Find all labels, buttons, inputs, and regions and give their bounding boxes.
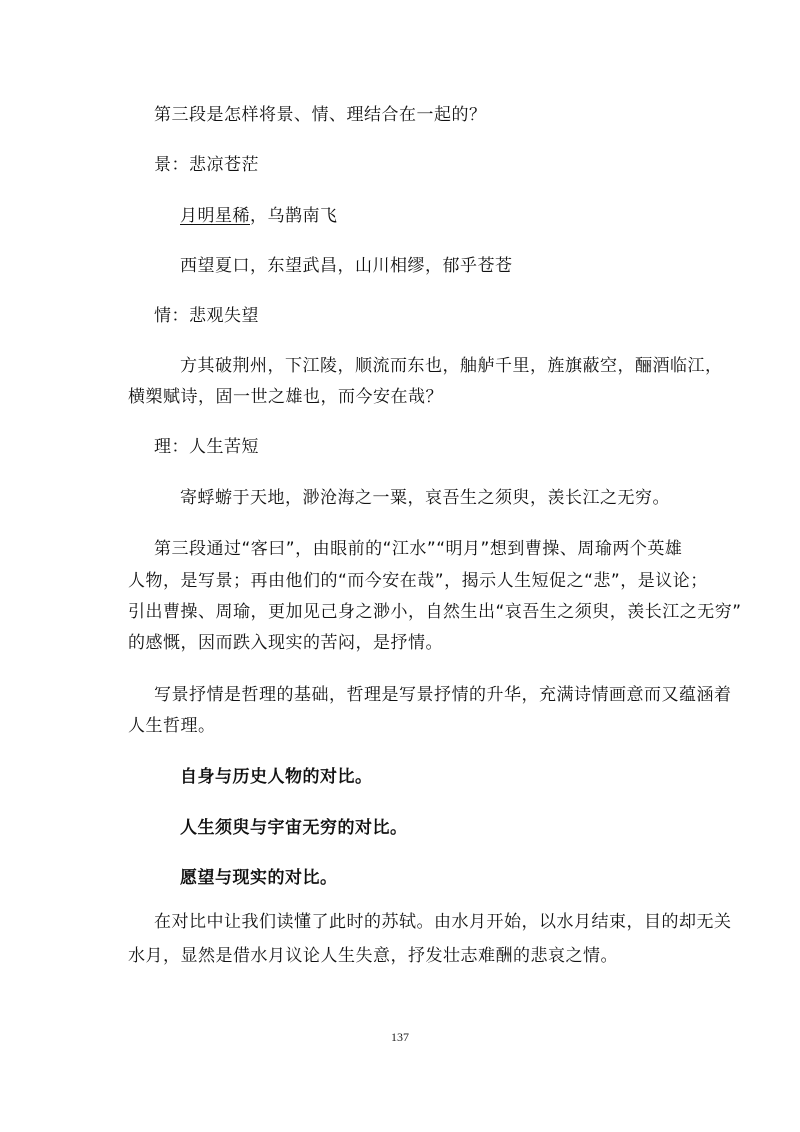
summary-line-1: 写景抒情是哲理的基础，哲理是写景抒情的升华，充满诗情画意而又蕴涵着 <box>154 685 732 705</box>
contrast-item-1: 自身与历史人物的对比。 <box>180 767 373 787</box>
emotion-label: 情：悲观失望 <box>154 306 259 326</box>
analysis-line-1: 第三段通过“客曰”，由眼前的“江水”“明月”想到曹操、周瑜两个英雄 <box>154 539 683 559</box>
scene-line-2: 西望夏口，东望武昌，山川相缪，郁乎苍苍 <box>180 256 513 276</box>
scene-line-1-underlined: 月明星稀 <box>180 206 250 226</box>
conclusion-line-1: 在对比中让我们读懂了此时的苏轼。由水月开始，以水月结束，目的却无关 <box>154 912 732 932</box>
conclusion-line-2: 水月，显然是借水月议论人生失意，抒发壮志难酬的悲哀之情。 <box>128 946 618 966</box>
analysis-line-2: 人物，是写景；再由他们的“而今安在哉”，揭示人生短促之“悲”，是议论； <box>128 571 708 591</box>
scene-line-1-rest: ，乌鹊南飞 <box>250 206 338 226</box>
analysis-line-4: 的感慨，因而跌入现实的苦闷，是抒情。 <box>128 633 443 653</box>
analysis-line-3: 引出曹操、周瑜，更加见己身之渺小，自然生出“哀吾生之须臾，羡长江之无穷” <box>128 602 742 622</box>
scene-label: 景：悲凉苍茫 <box>154 155 259 175</box>
summary-line-2: 人生哲理。 <box>128 716 216 736</box>
contrast-item-2: 人生须臾与宇宙无穷的对比。 <box>180 818 408 838</box>
question-heading: 第三段是怎样将景、情、理结合在一起的？ <box>154 105 487 125</box>
page-number: 137 <box>391 1030 409 1044</box>
emotion-line-1: 方其破荆州，下江陵，顺流而东也，舳舻千里，旌旗蔽空，酾酒临江， <box>180 356 723 376</box>
reason-label: 理：人生苦短 <box>154 437 259 457</box>
scene-line-1 <box>180 204 338 228</box>
reason-line-1: 寄蜉蝣于天地，渺沧海之一粟，哀吾生之须臾，羡长江之无穷。 <box>180 488 670 508</box>
contrast-item-3: 愿望与现实的对比。 <box>180 868 338 888</box>
emotion-line-2: 横槊赋诗，固一世之雄也，而今安在哉？ <box>128 387 443 407</box>
